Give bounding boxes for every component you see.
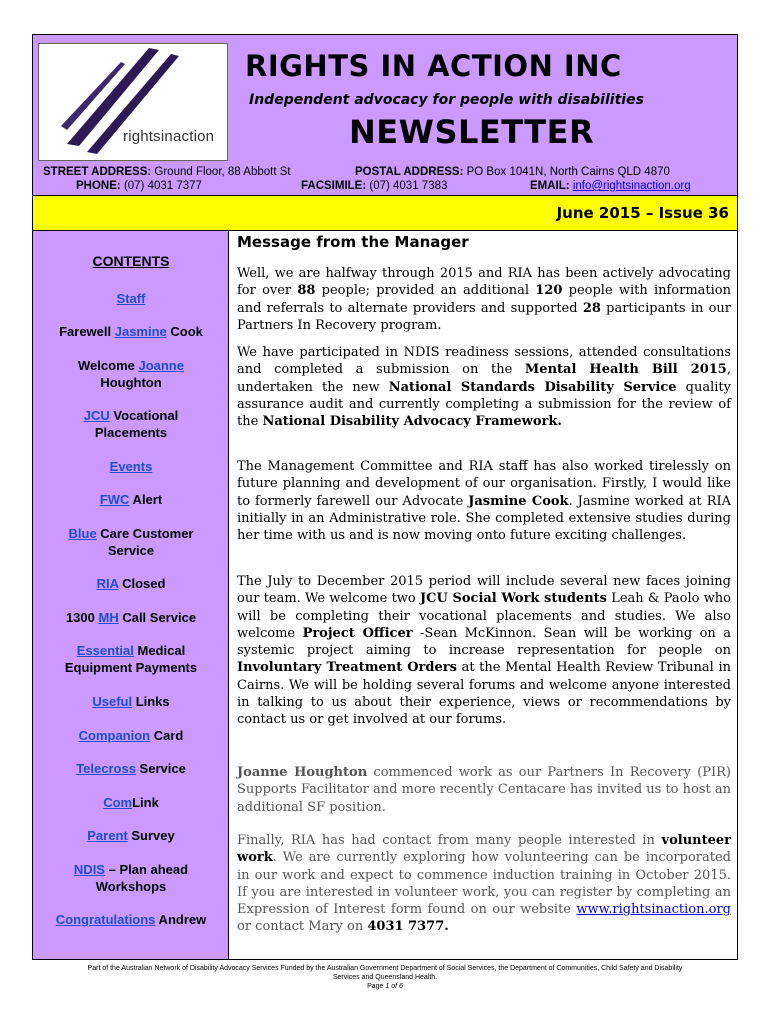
toc-text: Service — [135, 761, 186, 776]
toc-text: Care Customer — [96, 526, 194, 541]
postal-label: POSTAL ADDRESS: — [355, 166, 464, 178]
toc-link-jcu[interactable]: JCU — [83, 408, 110, 423]
toc-telecross — [33, 760, 229, 777]
paragraph-ndis — [237, 344, 731, 430]
toc-jcu — [33, 407, 229, 441]
toc-text: 1300 — [65, 610, 99, 625]
article-heading: Message from the Manager — [237, 233, 469, 251]
footer-funding-line-2: Services and Queensland Health. — [332, 974, 438, 981]
toc-link-useful[interactable]: Useful — [92, 694, 133, 709]
bold-text: National Disability Advocacy Framework. — [262, 414, 562, 430]
street-label: STREET ADDRESS: — [43, 166, 152, 178]
toc-text: Alert — [129, 492, 163, 507]
bold-text: National Standards Disability Service — [388, 379, 677, 395]
paragraph-new-faces — [237, 573, 731, 729]
website-link[interactable]: www.rightsinaction.org — [576, 902, 731, 918]
toc-comlink — [33, 794, 229, 811]
toc-link-congratulations[interactable]: Congratulations — [55, 912, 156, 927]
toc-companion — [33, 727, 229, 744]
bold-text: 88 — [297, 283, 316, 299]
toc-text: Vocational — [109, 408, 179, 423]
toc-link-ndis[interactable]: NDIS — [73, 862, 105, 877]
issue-label: June 2015 – Issue 36 — [556, 204, 729, 222]
bold-text: volunteer work — [237, 833, 731, 866]
text: or contact Mary on — [237, 919, 368, 935]
text: quality assurance audit and currently completing a submission for the review of the — [237, 379, 731, 430]
text: Well, we are halfway through 2015 and RIA has been actively advocating for over — [237, 266, 731, 299]
toc-link-telecross[interactable]: Telecross — [76, 761, 136, 776]
email — [530, 180, 691, 192]
text: Finally, RIA has had contact from many people interested in — [237, 833, 662, 848]
toc-link-essential[interactable]: Essential — [76, 643, 134, 658]
text: participants in our Partners In Recovery program. — [237, 300, 731, 333]
toc-mh-call — [33, 609, 229, 626]
toc-useful — [33, 693, 229, 710]
organisation-name: RIGHTS IN ACTION INC — [245, 49, 622, 83]
toc-link-mh[interactable]: MH — [98, 610, 119, 625]
newsletter-title: NEWSLETTER — [349, 113, 595, 151]
toc-ndis — [33, 861, 229, 895]
toc-link-companion[interactable]: Companion — [78, 728, 151, 743]
toc-text: Andrew — [155, 912, 207, 927]
email-label: EMAIL: — [530, 180, 570, 192]
contents-sidebar — [33, 231, 229, 959]
toc-text: Link — [132, 795, 159, 810]
text: people; provided an additional — [315, 283, 536, 299]
phone — [76, 180, 202, 192]
text: commenced work as our Partners In Recovery (PIR) Supports Facilitator and more recently Centacare has invited us to host an additional SF position. — [237, 765, 732, 815]
logo — [38, 43, 228, 161]
toc-blue-care — [33, 525, 229, 559]
postal-value: PO Box 1041N, North Cairns QLD 4870 — [466, 166, 670, 178]
toc-link-events[interactable]: Events — [109, 459, 153, 474]
footer — [32, 964, 738, 991]
text: , undertaken the new — [237, 362, 731, 395]
toc-text: Farewell — [59, 324, 115, 339]
text: . We are currently exploring how volunteering can be incorporated in our work and expect to commence induction training in October 2015. If you are interested in volunteer work, you can register by completing an Expression of Interest form found on our website — [237, 850, 731, 918]
toc-text: Houghton — [100, 375, 162, 390]
page-label: Page — [367, 983, 386, 990]
text: The July to December 2015 period will include several new faces joining our team. We welcome two — [237, 574, 731, 607]
footer-funding-line: Part of the Australian Network of Disability Advocacy Services Funded by the Australian Government Department of Social Services, the Department of Communities, Child Safety and Disability — [87, 965, 683, 972]
text: . Jasmine worked at RIA initially in an Administrative role. She completed extensive studies during her time with us and is now moving onto future exciting challenges. — [237, 493, 731, 544]
toc-text: Welcome — [78, 358, 139, 373]
paragraph-joanne — [237, 764, 731, 816]
toc-text: – Plan ahead — [104, 862, 189, 877]
tagline: Independent advocacy for people with disabilities — [249, 92, 644, 108]
phone-value: (07) 4031 7377 — [123, 180, 202, 192]
toc-link-joanne[interactable]: Joanne — [138, 358, 184, 373]
text: We have participated in NDIS readiness sessions, attended consultations and completed a submission on the — [237, 345, 731, 378]
bold-text: JCU Social Work students — [420, 591, 607, 607]
toc-link-parent[interactable]: Parent — [87, 828, 128, 843]
fax-label: FACSIMILE: — [301, 180, 367, 192]
paragraph-committee — [237, 458, 731, 544]
bold-text: Mental Health Bill 2015 — [524, 362, 727, 378]
text: at the Mental Health Review Tribunal in Cairns. We will be holding several forums and welcome anyone interested in talking to us about their experience, views or recommendations by contact us or get involved at our forums. — [237, 660, 731, 728]
bold-text: 28 — [582, 300, 601, 316]
fax-value: (07) 4031 7383 — [369, 180, 448, 192]
toc-link-comlink[interactable]: Com — [103, 795, 133, 810]
paragraph-volunteer — [237, 832, 731, 936]
toc-welcome — [33, 357, 229, 391]
paragraph-halfway — [237, 265, 731, 334]
toc-link-blue[interactable]: Blue — [68, 526, 97, 541]
toc-fwc — [33, 491, 229, 508]
toc-link-fwc[interactable]: FWC — [99, 492, 130, 507]
toc-text: Links — [132, 694, 170, 709]
bold-text: Joanne Houghton — [237, 765, 368, 780]
postal-address — [355, 166, 670, 178]
toc-text: Closed — [118, 576, 166, 591]
issue-bar — [33, 195, 737, 231]
logo-text: rightsinaction — [123, 128, 215, 145]
street-address — [43, 166, 291, 178]
bold-text: Jasmine Cook — [468, 493, 569, 509]
text: The Management Committee and RIA staff has also worked tirelessly on future planning and development of our organisation. Firstly, I would like to formerly farewell our Advocate — [237, 459, 731, 509]
page-number — [32, 982, 738, 991]
toc-text: Survey — [127, 828, 175, 843]
page-of: of — [389, 983, 400, 990]
bold-text: Involuntary Treatment Orders — [237, 660, 457, 676]
street-value: Ground Floor, 88 Abbott St — [154, 166, 291, 178]
toc-parent — [33, 827, 229, 844]
toc-text: Medical — [133, 643, 186, 658]
text: people with information and referrals to alternate providers and supported — [237, 283, 731, 316]
contents-title: CONTENTS — [92, 253, 170, 269]
bold-text: 120 — [535, 283, 563, 299]
email-link[interactable]: info@rightsinaction.org — [572, 180, 691, 192]
toc-farewell — [33, 323, 229, 340]
toc-ria-closed — [33, 575, 229, 592]
bold-text: Project Officer — [302, 625, 413, 641]
toc-events — [33, 458, 229, 475]
toc-text: Equipment Payments — [64, 660, 198, 675]
toc-text: Placements — [94, 425, 168, 440]
newsletter-page — [32, 34, 738, 960]
toc-text: Cook — [166, 324, 203, 339]
masthead — [33, 35, 737, 195]
phone-label: PHONE: — [76, 180, 121, 192]
text: -Sean McKinnon. Sean will be working on a systemic project aiming to increase representation for people on — [237, 625, 732, 659]
toc-link-jasmine[interactable]: Jasmine — [114, 324, 167, 339]
toc-text: Workshops — [95, 879, 167, 894]
toc-staff — [33, 290, 229, 307]
page-total: 6 — [399, 983, 403, 990]
toc-link-ria[interactable]: RIA — [96, 576, 119, 591]
facsimile — [301, 180, 447, 192]
text: Leah & Paolo who will be completing their vocational placements and studies. We also welcome — [237, 591, 731, 641]
toc-link-staff[interactable]: Staff — [116, 291, 146, 306]
toc-text: Call Service — [118, 610, 197, 625]
toc-essential — [33, 642, 229, 676]
toc-congratulations — [33, 911, 229, 928]
page-current: 1 — [385, 983, 390, 990]
bold-text: 4031 7377. — [367, 919, 449, 935]
toc-text: Service — [107, 543, 155, 558]
toc-text: Card — [150, 728, 184, 743]
